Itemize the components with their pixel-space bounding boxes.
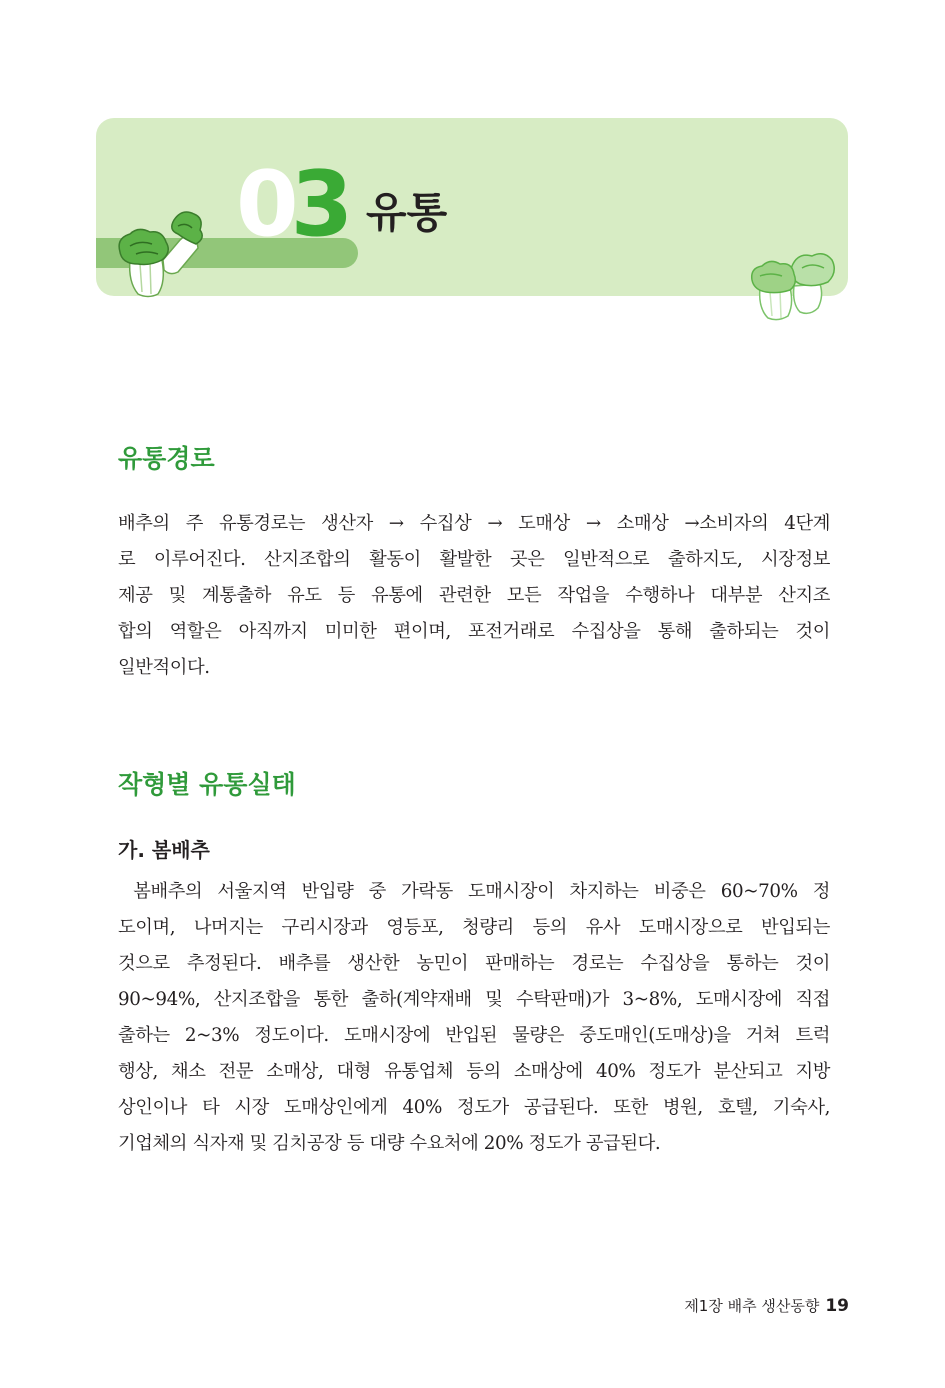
text-line: 90~94%, 산지조합을 통한 출하(계약재배 및 수탁판매)가 3~8%, 도매시장에 직접 <box>118 989 830 1010</box>
chapter-number-digit-1: 3 <box>290 152 346 257</box>
text-line: 기업체의 식자재 및 김치공장 등 대량 수요처에 20% 정도가 공급된다. <box>118 1133 661 1154</box>
text-line: 제공 및 계통출하 유도 등 유통에 관련한 모든 작업을 수행하나 대부분 산지조 <box>118 585 830 606</box>
text-line: 일반적이다. <box>118 657 210 678</box>
section-heading-distribution-by-season: 작형별 유통실태 <box>118 770 296 799</box>
page-footer <box>684 1294 849 1318</box>
cabbage-front <box>119 229 168 296</box>
text-line: 배추의 주 유통경로는 생산자 → 수집상 → 도매상 → 소매상 →소비자의 4단계 <box>118 513 830 534</box>
text-line: 봄배추의 서울지역 반입량 중 가락동 도매시장이 차지하는 비중은 60~70% 정 <box>118 881 830 902</box>
chapter-number-digit-0: 0 <box>236 152 291 257</box>
chapter-number <box>236 152 346 257</box>
running-title: 제1장 배추 생산동향 <box>684 1297 820 1315</box>
text-line: 출하는 2~3% 정도이다. 도매시장에 반입된 물량은 중도매인(도매상)을 거쳐 트럭 <box>118 1025 830 1046</box>
cabbage-back <box>163 212 202 274</box>
text-line: 행상, 채소 전문 소매상, 대형 유통업체 등의 소매상에 40% 정도가 분산되고 지방 <box>118 1061 830 1082</box>
chapter-title: 유통 <box>366 188 448 237</box>
chapter-header-band <box>96 118 848 296</box>
text-line: 도이며, 나머지는 구리시장과 영등포, 청량리 등의 유사 도매시장으로 반입되는 <box>118 917 830 938</box>
text-line: 합의 역할은 아직까지 미미한 편이며, 포전거래로 수집상을 통해 출하되는 것이 <box>118 621 830 642</box>
text-line: 상인이나 타 시장 도매상인에게 40% 정도가 공급된다. 또한 병원, 호텔, 기숙사, <box>118 1097 830 1118</box>
cabbage-back <box>791 254 834 314</box>
page-number: 19 <box>825 1296 849 1316</box>
section-heading-distribution-route: 유통경로 <box>118 444 215 473</box>
text-line: 로 이루어진다. 산지조합의 활동이 활발한 곳은 일반적으로 출하지도, 시장정보 <box>118 549 830 570</box>
paragraph-spring-cabbage <box>118 874 830 1162</box>
cabbage-icon <box>108 200 208 300</box>
cabbage-front <box>752 261 796 319</box>
subheading-spring-cabbage: 가. 봄배추 <box>118 838 210 862</box>
cabbage-icon <box>748 246 838 322</box>
paragraph-distribution-route <box>118 506 830 686</box>
text-line: 것으로 추정된다. 배추를 생산한 농민이 판매하는 경로는 수집상을 통하는 것이 <box>118 953 830 974</box>
